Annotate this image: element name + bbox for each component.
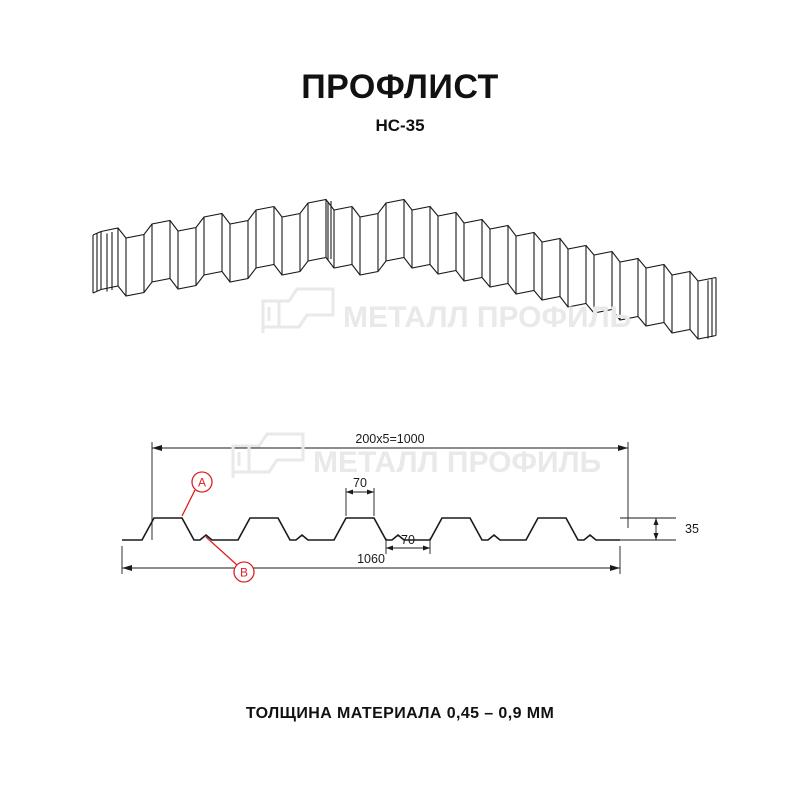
callout-b-label: B bbox=[239, 565, 249, 580]
watermark-text: МЕТАЛЛ ПРОФИЛЬ bbox=[313, 446, 602, 479]
isometric-svg bbox=[60, 190, 750, 350]
cross-section-view bbox=[80, 420, 730, 620]
isometric-view bbox=[60, 190, 750, 350]
cross-section-svg bbox=[80, 420, 730, 620]
dimension-rib-bottom: 70 bbox=[401, 533, 415, 547]
callout-b bbox=[206, 537, 254, 582]
callout-a bbox=[182, 472, 212, 516]
profile-model: НС-35 bbox=[375, 116, 425, 135]
dimension-height: 35 bbox=[685, 522, 699, 536]
watermark-text: МЕТАЛЛ ПРОФИЛЬ bbox=[343, 301, 632, 334]
page-title: ПРОФЛИСТ bbox=[301, 68, 499, 106]
callout-a-label: A bbox=[197, 475, 207, 490]
dimension-rib-top: 70 bbox=[353, 476, 367, 490]
material-thickness-note: ТОЛЩИНА МАТЕРИАЛА 0,45 – 0,9 ММ bbox=[245, 705, 555, 722]
dimension-total-width: 1060 bbox=[357, 552, 385, 566]
dimension-pitch: 200x5=1000 bbox=[355, 432, 425, 446]
